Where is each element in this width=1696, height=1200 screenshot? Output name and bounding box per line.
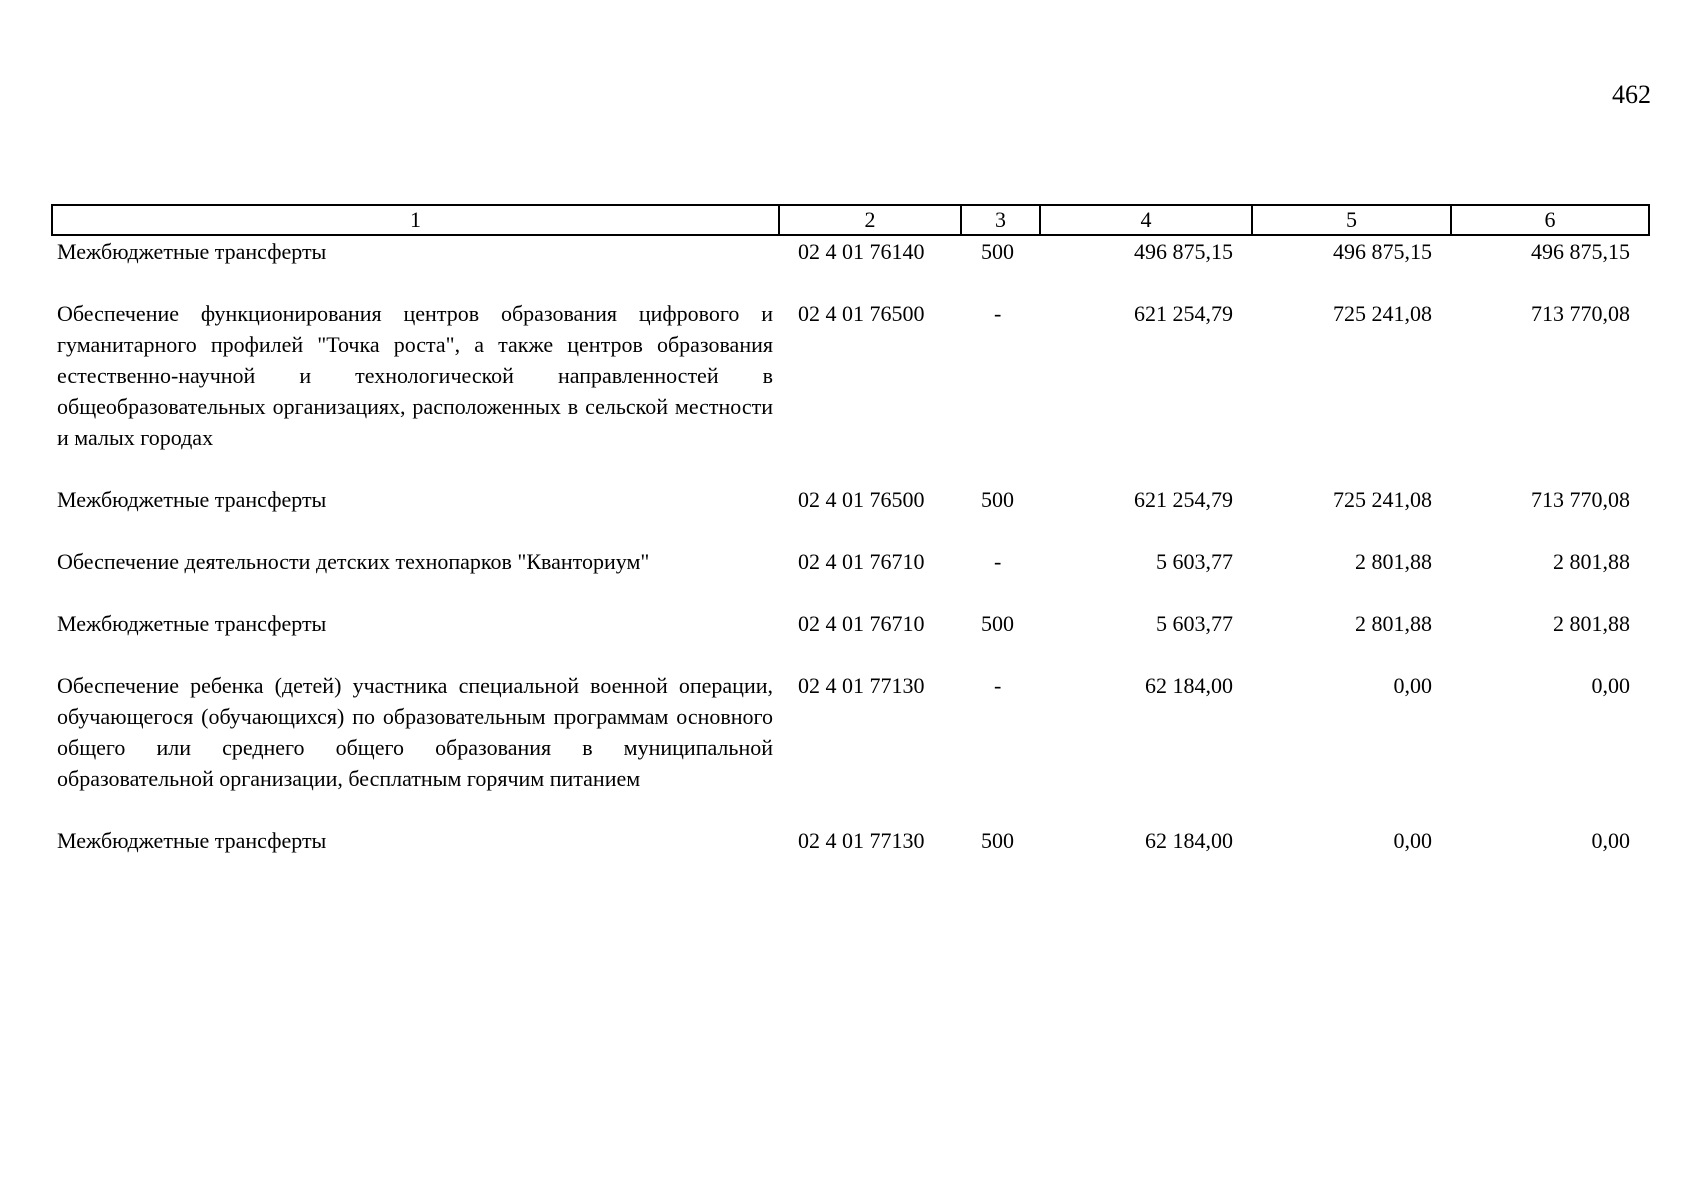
table-row (52, 670, 1649, 825)
row-value-3: 713 770,08 (1531, 487, 1630, 512)
table-header (52, 205, 1649, 235)
row-value-3: 496 875,15 (1531, 239, 1630, 264)
row-expense-type: 500 (981, 828, 1014, 853)
column-header-4: 4 (1040, 205, 1252, 235)
row-expense-type: - (994, 549, 1002, 574)
table-row (52, 235, 1649, 298)
header-row (52, 205, 1649, 235)
row-value-1: 496 875,15 (1134, 239, 1233, 264)
row-expense-type: - (994, 673, 1002, 698)
row-name: Межбюджетные трансферты (57, 611, 327, 636)
table-row (52, 825, 1649, 887)
column-header-3: 3 (961, 205, 1040, 235)
row-value-2: 0,00 (1393, 828, 1432, 853)
table-row (52, 608, 1649, 670)
row-name: Межбюджетные трансферты (57, 487, 327, 512)
row-name: Обеспечение функционирования центров образования цифрового и гуманитарного профилей "Точка роста", а также центров образования естественно-научной и технологической направленностей в общеобразовательных организациях, расположенных в сельской местности и малых городах (57, 301, 773, 450)
row-value-3: 2 801,88 (1553, 549, 1630, 574)
row-code: 02 4 01 76710 (798, 611, 925, 636)
row-name: Обеспечение деятельности детских технопарков "Кванториум" (57, 549, 650, 574)
row-name: Межбюджетные трансферты (57, 828, 327, 853)
row-name: Межбюджетные трансферты (57, 239, 327, 264)
row-expense-type: - (994, 301, 1002, 326)
column-header-5: 5 (1252, 205, 1451, 235)
row-value-2: 725 241,08 (1333, 301, 1432, 326)
column-header-6: 6 (1451, 205, 1649, 235)
column-header-2: 2 (779, 205, 961, 235)
row-value-2: 0,00 (1393, 673, 1432, 698)
table-body (52, 235, 1649, 887)
row-value-1: 62 184,00 (1145, 673, 1233, 698)
row-name: Обеспечение ребенка (детей) участника специальной военной операции, обучающегося (обучающихся) по образовательным программам основного общего или среднего общего образования в муниципальной образовательной организации, бесплатным горячим питанием (57, 673, 773, 791)
table-row (52, 546, 1649, 608)
row-code: 02 4 01 77130 (798, 828, 925, 853)
row-value-1: 62 184,00 (1145, 828, 1233, 853)
row-value-3: 0,00 (1591, 828, 1630, 853)
row-value-2: 725 241,08 (1333, 487, 1432, 512)
row-value-3: 2 801,88 (1553, 611, 1630, 636)
row-value-1: 621 254,79 (1134, 487, 1233, 512)
row-value-3: 713 770,08 (1531, 301, 1630, 326)
row-value-1: 5 603,77 (1156, 611, 1233, 636)
table-row (52, 484, 1649, 546)
row-value-1: 621 254,79 (1134, 301, 1233, 326)
row-value-2: 2 801,88 (1355, 549, 1432, 574)
row-code: 02 4 01 76500 (798, 301, 925, 326)
row-code: 02 4 01 77130 (798, 673, 925, 698)
row-value-3: 0,00 (1591, 673, 1630, 698)
page-number: 462 (1612, 80, 1651, 109)
row-code: 02 4 01 76140 (798, 239, 925, 264)
row-value-2: 496 875,15 (1333, 239, 1432, 264)
row-code: 02 4 01 76500 (798, 487, 925, 512)
row-code: 02 4 01 76710 (798, 549, 925, 574)
row-expense-type: 500 (981, 239, 1014, 264)
row-expense-type: 500 (981, 487, 1014, 512)
row-expense-type: 500 (981, 611, 1014, 636)
column-header-1: 1 (52, 205, 779, 235)
row-value-2: 2 801,88 (1355, 611, 1432, 636)
row-value-1: 5 603,77 (1156, 549, 1233, 574)
table-row (52, 298, 1649, 484)
budget-table (51, 204, 1650, 887)
